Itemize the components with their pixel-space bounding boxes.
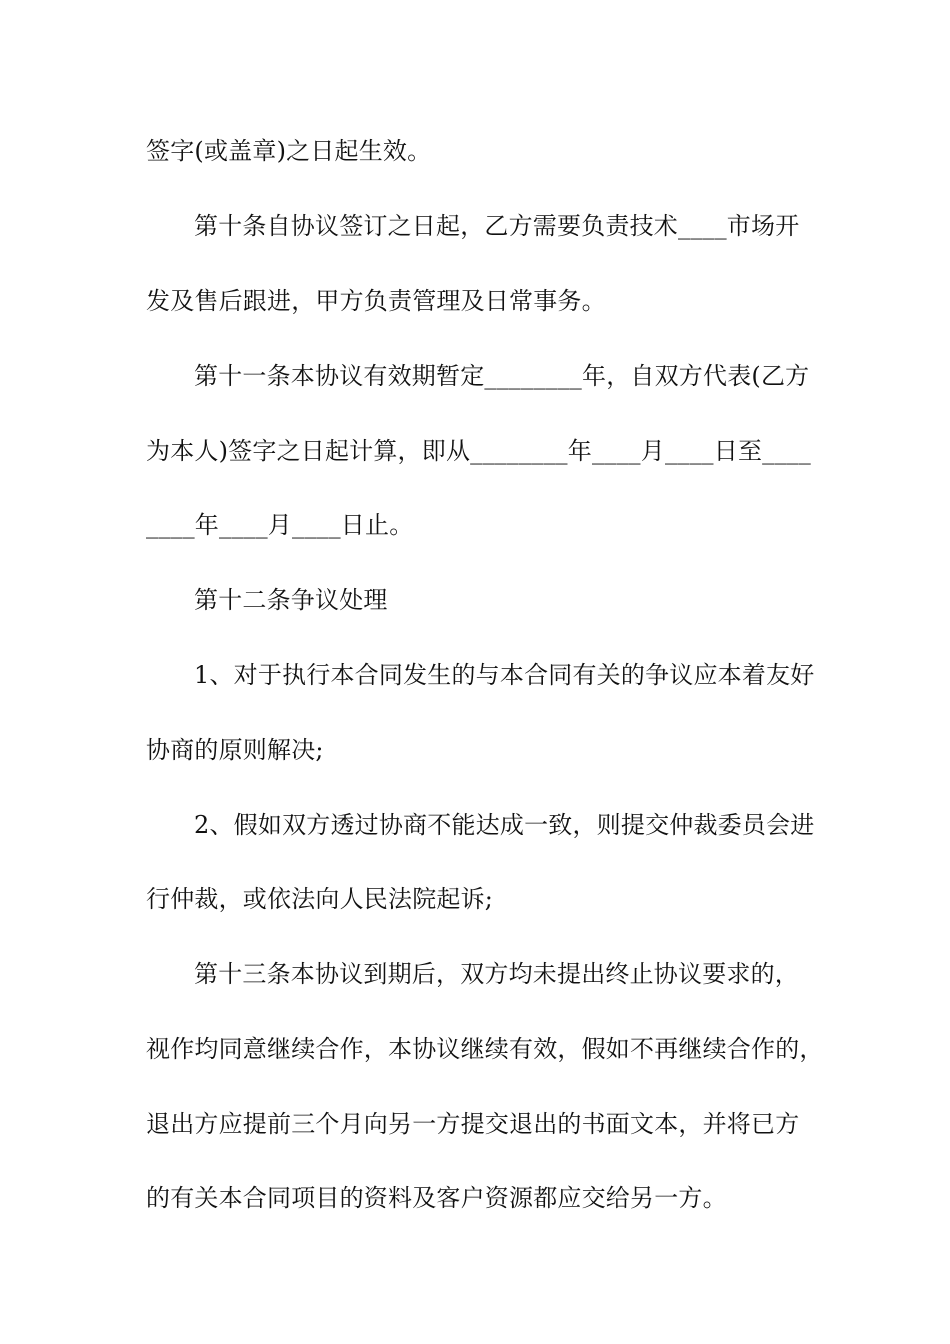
text-line-14: 退出方应提前三个月向另一方提交退出的书面文本，并将已方 [146, 1110, 800, 1138]
text-line-5: 为本人)签字之日起计算，即从________年____月____日至____ [146, 437, 811, 465]
text-line-7: 第十二条争议处理 [194, 586, 388, 614]
text-line-8: 1、对于执行本合同发生的与本合同有关的争议应本着友好 [194, 661, 815, 689]
text-line-15: 的有关本合同项目的资料及客户资源都应交给另一方。 [146, 1184, 727, 1212]
text-line-12: 第十三条本协议到期后，双方均未提出终止协议要求的， [194, 960, 799, 988]
text-line-1: 签字(或盖章)之日起生效。 [146, 137, 432, 165]
text-line-3: 发及售后跟进，甲方负责管理及日常事务。 [146, 287, 606, 315]
text-line-9: 协商的原则解决; [146, 736, 324, 764]
text-line-11: 行仲裁，或依法向人民法院起诉; [146, 885, 494, 913]
text-line-4: 第十一条本协议有效期暂定________年，自双方代表(乙方 [194, 362, 810, 390]
text-line-10: 2、假如双方透过协商不能达成一致，则提交仲裁委员会进 [194, 811, 815, 839]
text-line-13: 视作均同意继续合作，本协议继续有效，假如不再继续合作的， [146, 1035, 824, 1063]
text-line-2: 第十条自协议签订之日起，乙方需要负责技术____市场开 [194, 212, 800, 240]
text-line-6: ____年____月____日止。 [146, 511, 414, 539]
